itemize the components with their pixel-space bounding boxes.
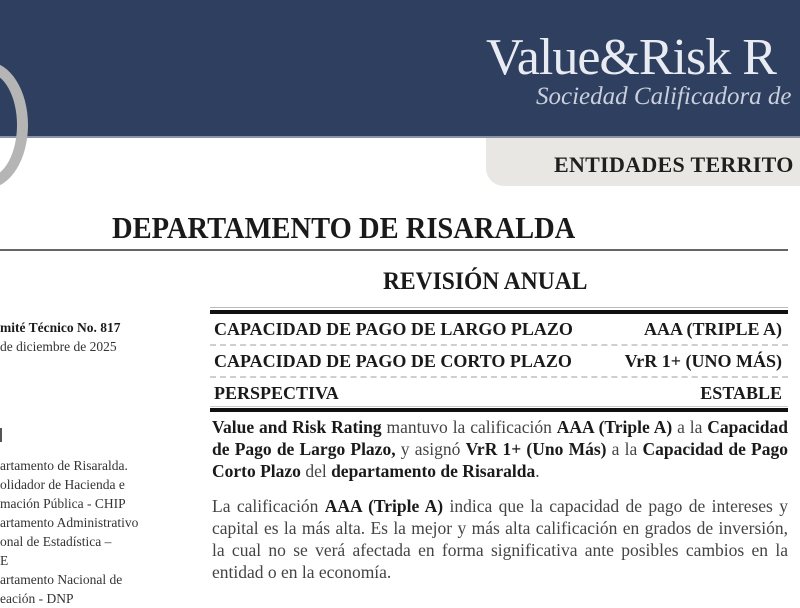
header-banner — [0, 0, 800, 138]
rating-row-short-term — [210, 346, 788, 378]
body-text: mantuvo la calificación — [381, 417, 557, 437]
rating-table — [210, 310, 788, 412]
emphasis-text: Capacidad de Pago de Largo Plazo, — [212, 417, 788, 459]
brand-name: Value&Risk R — [486, 29, 776, 86]
emphasis-text: AAA (Triple A) — [556, 417, 673, 437]
rating-summary-paragraph — [212, 416, 788, 482]
rating-row-outlook — [210, 378, 788, 408]
rating-value: AAA (TRIPLE A) — [643, 318, 782, 339]
emphasis-text: departamento de Risaralda — [331, 461, 536, 481]
body-text: y asignó — [395, 439, 466, 459]
subtitle-divider — [210, 307, 788, 308]
sidebar-marker — [0, 428, 2, 442]
committee-date: de diciembre de 2025 — [0, 339, 117, 354]
source-item: artamento Nacional de — [0, 572, 123, 587]
source-item: olidador de Hacienda e — [0, 477, 125, 492]
rating-row-long-term — [210, 314, 788, 346]
rating-label: CAPACIDAD DE PAGO DE CORTO PLAZO — [214, 350, 572, 371]
committee-number: mité Técnico No. 817 — [0, 320, 121, 335]
emphasis-text: AAA (Triple A) — [324, 496, 444, 516]
document-subtitle: REVISIÓN ANUAL — [383, 268, 588, 295]
document-title: DEPARTAMENTO DE RISARALDA — [112, 210, 576, 245]
body-text: . — [535, 461, 540, 481]
source-item: E — [0, 553, 9, 568]
rating-label: PERSPECTIVA — [214, 382, 339, 403]
rating-label: CAPACIDAD DE PAGO DE LARGO PLAZO — [214, 318, 573, 339]
paragraph-divider — [210, 406, 788, 407]
sidebar — [0, 318, 200, 606]
sources-list — [0, 456, 200, 608]
source-item: eación - DNP — [0, 591, 74, 606]
source-item: mación Pública - CHIP — [0, 496, 126, 511]
rating-value: VrR 1+ (UNO MÁS) — [624, 350, 782, 371]
emphasis-text: VrR 1+ (Uno Más) — [465, 439, 607, 459]
section-label: ENTIDADES TERRITO — [554, 152, 794, 177]
emphasis-text: Value and Risk Rating — [212, 417, 382, 437]
emphasis-text: Capacidad de Pago Corto Plazo — [212, 439, 788, 481]
rating-definition-paragraph — [212, 495, 788, 583]
body-text: indica que la capacidad de pago de intereses y capital es la más alta. Es la mejor y más alta calificación en grados de inversión, la cual no se verá afectada en forma significativa ante posibles cambios en la entidad o en la economía. — [212, 496, 788, 582]
source-item: artamento de Risaralda. — [0, 458, 128, 473]
source-item: onal de Estadística – — [0, 534, 112, 549]
section-tab — [486, 138, 800, 186]
body-text: La calificación — [212, 496, 325, 516]
rating-value: ESTABLE — [700, 382, 782, 403]
brand-tagline: Sociedad Calificadora de — [536, 83, 792, 110]
body-text: a la — [606, 439, 643, 459]
title-divider — [0, 249, 788, 251]
source-item: artamento Administrativo — [0, 515, 139, 530]
body-text: del — [300, 461, 332, 481]
body-text: a la — [672, 417, 708, 437]
